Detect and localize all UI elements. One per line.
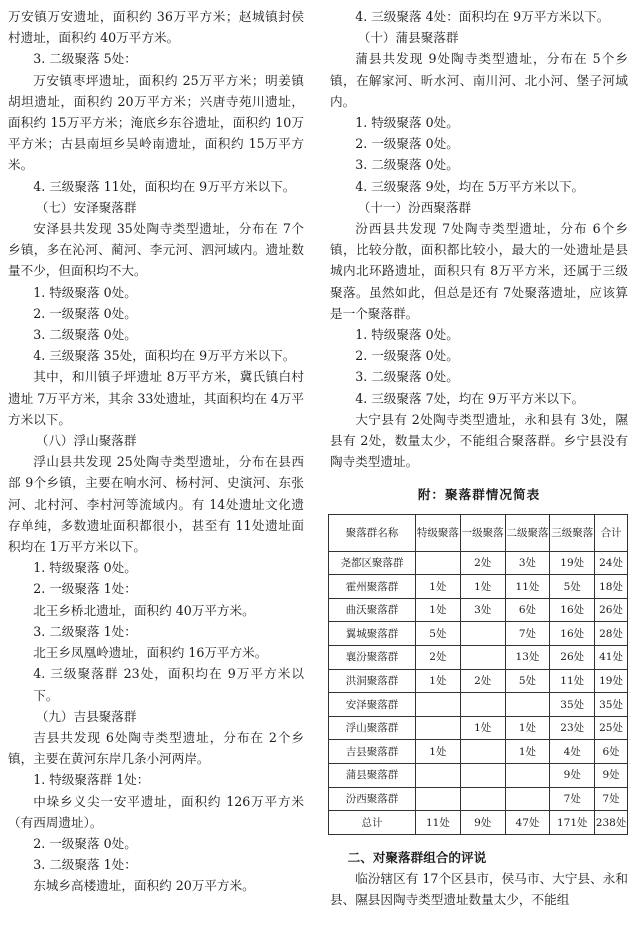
table-cell: 23处 bbox=[550, 716, 595, 740]
table-cell: 11处 bbox=[550, 669, 595, 693]
list-item: 3. 二级聚落 0处。 bbox=[355, 157, 459, 173]
list-item: 1. 特级聚落群 1处： bbox=[33, 772, 150, 788]
list-item: 4. 三级聚落 9处，均在 5万平方米以下。 bbox=[355, 178, 585, 194]
list-item: 2. 一级聚落 0处。 bbox=[355, 348, 459, 364]
table-cell: 9处 bbox=[460, 811, 505, 835]
paragraph: 其中，和川镇子坪遗址 8万平方米，冀氏镇白村遗址 7万平方米，其余 33处遗址，其面积均在 4万平方米以下。 bbox=[8, 369, 304, 427]
table-cell: 19处 bbox=[595, 669, 628, 693]
list-item: 3. 二级聚落 1处： bbox=[33, 857, 137, 873]
list-item: 3. 二级聚落 0处。 bbox=[355, 369, 459, 385]
table-cell: 1处 bbox=[505, 716, 550, 740]
table-cell: 24处 bbox=[595, 551, 628, 575]
paragraph: 北王乡凤凰岭遗址，面积约 16万平方米。 bbox=[33, 645, 268, 661]
table-cell: 35处 bbox=[595, 693, 628, 717]
row-label-cell: 汾西聚落群 bbox=[329, 787, 416, 811]
paragraph: 万安镇万安遗址，面积约 36万平方米；赵城镇封侯村遗址，面积约 40万平方米。 bbox=[8, 9, 304, 46]
section-heading: 二、对聚落群组合的评说 bbox=[347, 849, 487, 865]
row-label-cell: 蒲县聚落群 bbox=[329, 764, 416, 788]
table-cell: 3处 bbox=[505, 551, 550, 575]
table-cell bbox=[416, 787, 461, 811]
table-cell: 11处 bbox=[505, 575, 550, 599]
table-cell bbox=[460, 787, 505, 811]
table-cell: 47处 bbox=[505, 811, 550, 835]
table-cell bbox=[416, 693, 461, 717]
paragraph: 东城乡高楼遗址，面积约 20万平方米。 bbox=[33, 878, 255, 894]
row-label-cell: 霍州聚落群 bbox=[329, 575, 416, 599]
column-header: 聚落群名称 bbox=[329, 514, 416, 551]
table-cell bbox=[416, 764, 461, 788]
table-cell: 3处 bbox=[460, 598, 505, 622]
list-item: 1. 特级聚落 0处。 bbox=[33, 284, 137, 300]
table-cell: 1处 bbox=[460, 716, 505, 740]
paragraph: 大宁县有 2处陶寺类型遗址，永和县有 3处，隰县有 2处，数量太少，不能组合聚落群。乡宁县没有陶寺类型遗址。 bbox=[330, 411, 628, 470]
table-cell bbox=[460, 622, 505, 646]
table-cell: 7处 bbox=[550, 787, 595, 811]
table-cell bbox=[460, 740, 505, 764]
table-cell: 1处 bbox=[416, 740, 461, 764]
table-row bbox=[329, 646, 628, 670]
table-cell: 16处 bbox=[550, 622, 595, 646]
right-column bbox=[330, 6, 628, 910]
table-row bbox=[329, 575, 628, 599]
table-cell: 6处 bbox=[505, 598, 550, 622]
list-item: 4. 三级聚落 4处：面积均在 9万平方米以下。 bbox=[355, 9, 610, 24]
table-cell bbox=[416, 551, 461, 575]
paragraph: 浮山县共发现 25处陶寺类型遗址，分布在县西部 9个乡镇，主要在响水河、杨村河、史演河、东张河、北村河、李村河等流域内。有 14处遗址文化遗存单纯，多数遗址面积都很小，甚至有 11处遗址面积均在 1万平方米以下。 bbox=[8, 454, 304, 555]
column-header: 特级聚落 bbox=[416, 514, 461, 551]
row-label-cell: 翼城聚落群 bbox=[329, 622, 416, 646]
table-cell: 19处 bbox=[550, 551, 595, 575]
list-item: 4. 三级聚落 35处，面积均在 9万平方米以下。 bbox=[33, 348, 296, 364]
table-cell: 5处 bbox=[416, 622, 461, 646]
list-item: 2. 一级聚落 0处。 bbox=[33, 305, 137, 321]
row-label-cell: 曲沃聚落群 bbox=[329, 598, 416, 622]
table-row bbox=[329, 598, 628, 622]
list-item: 2. 一级聚落 0处。 bbox=[355, 136, 459, 152]
row-label-cell: 总计 bbox=[329, 811, 416, 835]
table-cell bbox=[460, 764, 505, 788]
table-cell: 9处 bbox=[550, 764, 595, 788]
table-cell bbox=[505, 693, 550, 717]
paragraph: 吉县共发现 6处陶寺类型遗址，分布在 2个乡镇，主要在黄河东岸几条小河两岸。 bbox=[8, 729, 304, 767]
table-cell: 1处 bbox=[416, 598, 461, 622]
table-cell: 5处 bbox=[505, 669, 550, 693]
table-row bbox=[329, 622, 628, 646]
row-label-cell: 浮山聚落群 bbox=[329, 716, 416, 740]
paragraph: 北王乡桥北遗址，面积约 40万平方米。 bbox=[33, 602, 255, 618]
table-cell: 16处 bbox=[550, 598, 595, 622]
table-cell bbox=[416, 716, 461, 740]
table-cell: 35处 bbox=[550, 693, 595, 717]
section-heading: （十一）汾西聚落群 bbox=[357, 199, 472, 215]
table-cell: 7处 bbox=[595, 787, 628, 811]
table-cell: 7处 bbox=[505, 622, 550, 646]
row-label-cell: 尧都区聚落群 bbox=[329, 551, 416, 575]
column-header: 一级聚落 bbox=[460, 514, 505, 551]
paragraph: 万安镇枣坪遗址，面积约 25万平方米；明姜镇胡坦遗址，面积约 20万平方米；兴唐寺苑川遗址，面积约 15万平方米；淹底乡东谷遗址，面积约 10万平方米；古县南垣乡吴岭南遗址，面积约 15万平方米。 bbox=[8, 72, 304, 173]
settlement-summary-table bbox=[328, 514, 628, 835]
paragraph: 安泽县共发现 35处陶寺类型遗址，分布在 7个乡镇，多在沁河、蔺河、李元河、泗河域内。遗址数量不少，但面积均不大。 bbox=[8, 221, 304, 279]
section-heading: （八）浮山聚落群 bbox=[35, 433, 137, 449]
table-caption: 附：聚落群情况简表 bbox=[417, 487, 541, 503]
column-header: 合计 bbox=[595, 514, 628, 551]
table-cell: 1处 bbox=[460, 575, 505, 599]
table-cell: 2处 bbox=[416, 646, 461, 670]
table-cell: 26处 bbox=[595, 598, 628, 622]
row-label-cell: 吉县聚落群 bbox=[329, 740, 416, 764]
table-cell: 11处 bbox=[416, 811, 461, 835]
table-cell bbox=[505, 764, 550, 788]
list-item: 1. 特级聚落 0处。 bbox=[355, 327, 459, 343]
table-cell: 1处 bbox=[416, 669, 461, 693]
table-row bbox=[329, 669, 628, 693]
list-item: 3. 二级聚落 1处： bbox=[33, 623, 137, 639]
table-cell: 2处 bbox=[460, 669, 505, 693]
table-cell: 28处 bbox=[595, 622, 628, 646]
table-cell: 238处 bbox=[595, 811, 628, 835]
row-label-cell: 洪洞聚落群 bbox=[329, 669, 416, 693]
table-cell: 2处 bbox=[460, 551, 505, 575]
table-cell: 13处 bbox=[505, 646, 550, 670]
list-item: 4. 三级聚落 11处，面积均在 9万平方米以下。 bbox=[33, 178, 296, 194]
table-cell: 41处 bbox=[595, 646, 628, 670]
list-item: 3. 二级聚落 0处。 bbox=[33, 327, 137, 343]
table-row bbox=[329, 740, 628, 764]
table-cell: 6处 bbox=[595, 740, 628, 764]
table-cell: 1处 bbox=[505, 740, 550, 764]
table-cell: 5处 bbox=[550, 575, 595, 599]
row-label-cell: 安泽聚落群 bbox=[329, 693, 416, 717]
table-header-row bbox=[329, 514, 628, 551]
row-label-cell: 襄汾聚落群 bbox=[329, 646, 416, 670]
column-header: 二级聚落 bbox=[505, 514, 550, 551]
list-item: 3. 二级聚落 5处： bbox=[33, 51, 137, 67]
paragraph: 汾西县共发现 7处陶寺类型遗址，分布 6个乡镇，比较分散，面积都比较小，最大的一处遗址是县城内北环路遗址，面积只有 8万平方米，还属于三级聚落。虽然如此，但总是还有 7处聚落遗址，应该算是一个聚落群。 bbox=[330, 221, 628, 321]
table-cell: 18处 bbox=[595, 575, 628, 599]
table-cell: 9处 bbox=[595, 764, 628, 788]
table-cell: 1处 bbox=[416, 575, 461, 599]
table-cell: 171处 bbox=[550, 811, 595, 835]
table-cell: 25处 bbox=[595, 716, 628, 740]
table-row bbox=[329, 551, 628, 575]
left-column bbox=[8, 6, 304, 897]
table-row bbox=[329, 787, 628, 811]
column-header: 三级聚落 bbox=[550, 514, 595, 551]
table-cell: 26处 bbox=[550, 646, 595, 670]
section-heading: （十）蒲县聚落群 bbox=[357, 30, 459, 46]
list-item: 2. 一级聚落 0处。 bbox=[33, 835, 137, 851]
list-item: 1. 特级聚落 0处。 bbox=[33, 560, 137, 576]
list-item: 2. 一级聚落 1处： bbox=[33, 581, 137, 597]
section-heading: （七）安泽聚落群 bbox=[35, 199, 137, 215]
table-cell bbox=[460, 693, 505, 717]
paragraph: 蒲县共发现 9处陶寺类型遗址，分布在 5个乡镇，在解家河、昕水河、南川河、北小河、堡子河域内。 bbox=[330, 51, 628, 109]
table-cell: 4处 bbox=[550, 740, 595, 764]
table-cell bbox=[505, 787, 550, 811]
list-item: 4. 三级聚落群 23处，面积均在 9万平方米以下。 bbox=[33, 666, 304, 703]
section-heading: （九）吉县聚落群 bbox=[35, 708, 137, 724]
table-row bbox=[329, 716, 628, 740]
paragraph: 临汾辖区有 17个区县市，侯马市、大宁县、永和县、隰县因陶寺类型遗址数量太少，不能组 bbox=[330, 871, 628, 908]
list-item: 1. 特级聚落 0处。 bbox=[355, 115, 459, 131]
table-row bbox=[329, 693, 628, 717]
table-cell bbox=[460, 646, 505, 670]
table-row bbox=[329, 764, 628, 788]
table-row bbox=[329, 811, 628, 835]
list-item: 4. 三级聚落 7处，均在 9万平方米以下。 bbox=[355, 390, 585, 406]
paragraph: 中垛乡义尖一安平遗址，面积约 126万平方米（有西周遗址）。 bbox=[8, 793, 304, 830]
